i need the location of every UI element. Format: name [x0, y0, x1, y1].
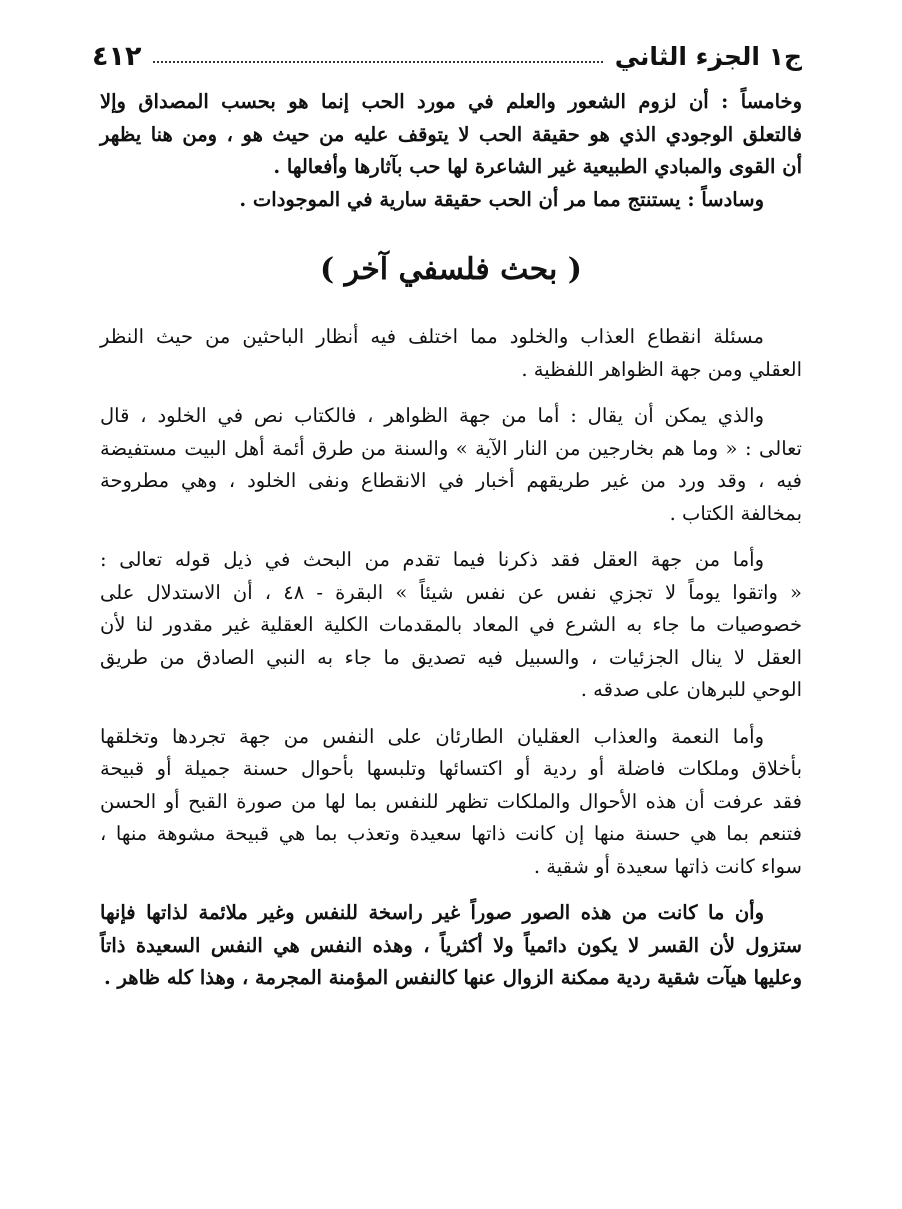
paragraph-5 — [100, 897, 802, 995]
section-heading: ( بحث فلسفي آخر ) — [320, 252, 582, 287]
page-header — [92, 36, 802, 76]
text-line: وخامساً : أن لزوم الشعور والعلم في مورد الحب إنما هو بحسب المصداق وإلا — [100, 90, 802, 113]
paragraph-sixth — [100, 184, 802, 217]
page-body — [100, 80, 802, 995]
paragraph-fifth — [100, 86, 802, 184]
text-line: ستزول لأن القسر لا يكون دائمياً ولا أكثرياً ، وهذه النفس هي النفس السعيدة ذاتاً — [100, 933, 802, 957]
page-number: ٤١٢ — [92, 40, 142, 72]
text-line: وسادساً : يستنتج مما مر أن الحب حقيقة سارية في الموجودات . — [239, 187, 764, 211]
text-line: وعليها هيآت شقية ردية ممكنة الزوال عنها كالنفس المؤمنة المجرمة ، وهذا كله ظاهر . — [103, 966, 802, 989]
text-line: « واتقوا يوماً لا تجزي نفس عن نفس شيئاً » البقرة - ٤٨ ، أن الاستدلال على — [100, 580, 802, 604]
text-line: بمخالفة الكتاب . — [669, 501, 802, 525]
text-line: بأخلاق وملكات فاضلة أو ردية أو اكتسائها وتلبسها بأحوال حسنة جميلة أو قبيحة — [100, 757, 802, 780]
text-line: فالتعلق الوجودي الذي هو حقيقة الحب لا يتوقف عليه من حيث هو ، ومن هنا يظهر — [100, 122, 802, 146]
paragraph-2 — [100, 400, 802, 530]
text-line: وأما النعمة والعذاب العقليان الطارئان على النفس من جهة تجردها وتخلقها — [100, 724, 764, 748]
paragraph-4 — [100, 721, 802, 884]
text-line: وأما من جهة العقل فقد ذكرنا فيما تقدم من البحث في ذيل قوله تعالى : — [100, 548, 764, 571]
text-line: الوحي للبرهان على صدقه . — [580, 678, 802, 701]
text-line: سواء كانت ذاتها سعيدة أو شقية . — [533, 854, 802, 878]
text-line: مسئلة انقطاع العذاب والخلود مما اختلف فيه أنظار الباحثين من حيث النظر — [100, 325, 764, 348]
text-line: خصوصيات ما جاء به الشرع في المعاد بالمقدمات الكلية العقلية غير مقدور لنا لأن — [100, 613, 802, 636]
text-line: فتنعم بما هي حسنة منها إن كانت ذاتها سعيدة وتعذب بما هي قبيحة مشوهة منها ، — [100, 822, 802, 845]
text-line: فيه ، وقد ورد من غير طريقهم أخبار في الانقطاع ونفى الخلود ، وهي مطروحة — [100, 469, 802, 492]
text-line: العقلي ومن جهة الظواهر اللفظية . — [521, 357, 802, 381]
text-line: تعالى : « وما هم بخارجين من النار الآية » والسنة من طرق أئمة أهل البيت مستفيضة — [100, 436, 802, 460]
text-line: وأن ما كانت من هذه الصور صوراً غير راسخة للنفس وغير ملائمة لذاتها فإنها — [100, 901, 764, 924]
text-line: أن القوى والمبادي الطبيعية غير الشاعرة لها حب بآثارها وأفعالها . — [273, 155, 802, 178]
paragraph-1 — [100, 321, 802, 386]
text-line: العقل لا ينال الجزئيات ، والسبيل فيه تصديق ما جاء به النبي الصادق من طريق — [100, 645, 802, 669]
text-line: فقد عرفت أن هذه الأحوال والملكات تظهر للنفس بما لها من صورة القبح أو الحسن — [100, 789, 802, 813]
dotted-leader — [153, 61, 602, 63]
text-line: والذي يمكن أن يقال : أما من جهة الظواهر ، فالكتاب نص في الخلود ، قال — [100, 404, 764, 427]
running-head: ج١ الجزء الثاني — [614, 41, 802, 71]
paragraph-3 — [100, 544, 802, 707]
